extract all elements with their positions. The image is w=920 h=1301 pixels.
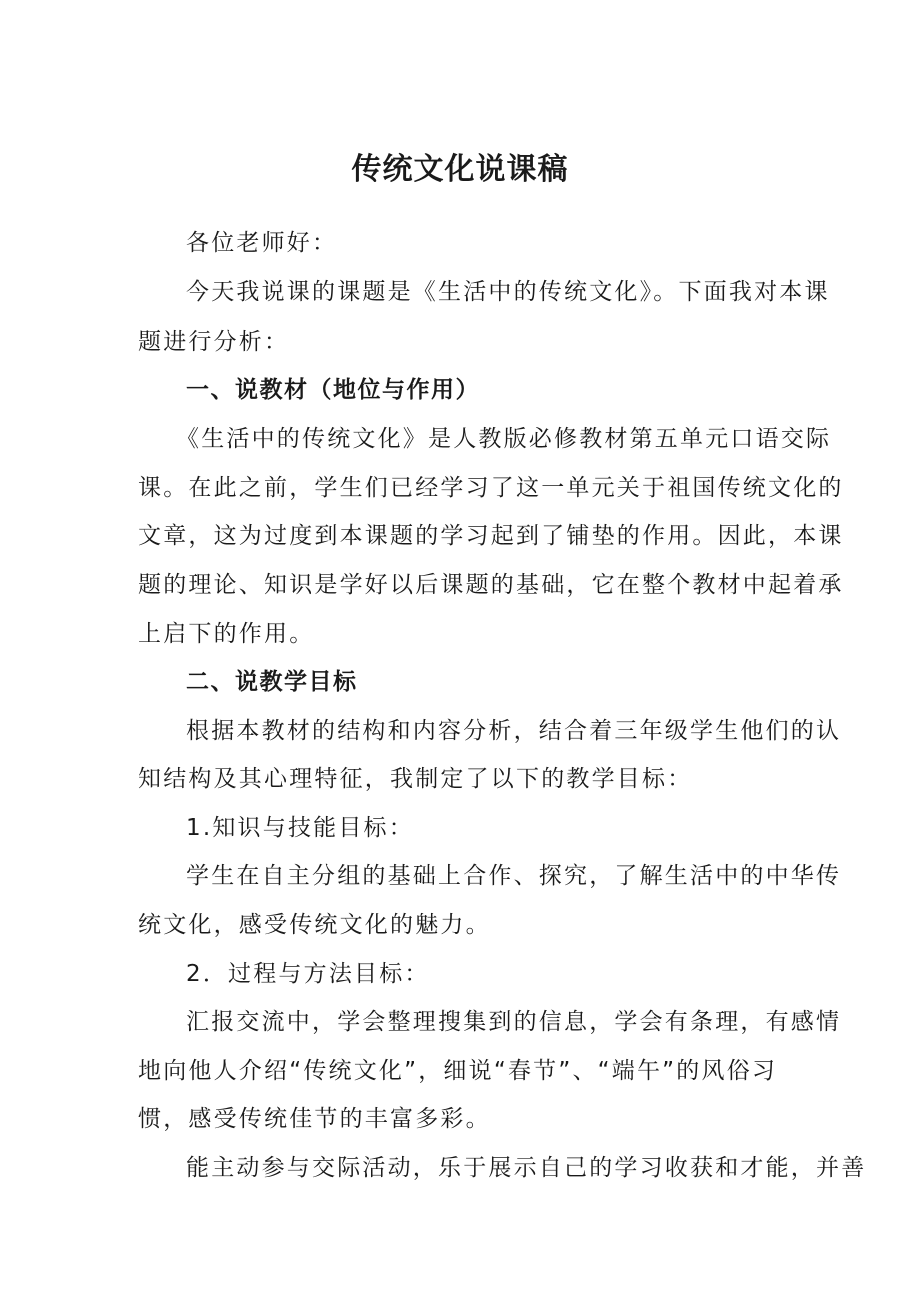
goal-1-line-2: 统文化，感受传统文化的魅力。 xyxy=(138,912,491,938)
document-title: 传统文化说课稿 xyxy=(351,152,569,187)
section-1-line-4: 题的理论、知识是学好以后课题的基础，它在整个教材中起着承 xyxy=(138,572,844,598)
section-2-last-line: 能主动参与交际活动，乐于展示自己的学习收获和才能，并善 xyxy=(186,1155,867,1181)
goal-2-line-2: 地向他人介绍“传统文化”，细说“春节”、“端午”的风俗习 xyxy=(138,1058,778,1084)
goal-1-line-1: 学生在自主分组的基础上合作、探究，了解生活中的中华传 xyxy=(186,863,842,889)
section-2-heading: 二、说教学目标 xyxy=(186,669,358,695)
goal-2-line-1: 汇报交流中，学会整理搜集到的信息，学会有条理，有感情 xyxy=(186,1009,842,1035)
section-1-line-2: 课。在此之前，学生们已经学习了这一单元关于祖国传统文化的 xyxy=(138,475,844,501)
section-2-line-1: 根据本教材的结构和内容分析，结合着三年级学生他们的认 xyxy=(186,718,842,744)
intro-line-2: 题进行分析： xyxy=(138,329,290,355)
goal-2-line-3: 惯，感受传统佳节的丰富多彩。 xyxy=(138,1106,491,1132)
goal-1-label: 1.知识与技能目标： xyxy=(186,815,414,841)
section-1-line-1: 《生活中的传统文化》是人教版必修教材第五单元口语交际 xyxy=(176,426,832,452)
section-1-line-3: 文章，这为过度到本课题的学习起到了铺垫的作用。因此，本课 xyxy=(138,523,844,549)
section-2-line-2: 知结构及其心理特征，我制定了以下的教学目标： xyxy=(138,766,693,792)
section-1-heading: 一、说教材（地位与作用） xyxy=(186,377,480,403)
greeting: 各位老师好： xyxy=(186,230,338,256)
goal-2-label: 2．过程与方法目标： xyxy=(186,961,430,987)
intro-line-1: 今天我说课的课题是《生活中的传统文化》。下面我对本课 xyxy=(186,279,830,305)
section-1-line-5: 上启下的作用。 xyxy=(138,621,315,647)
